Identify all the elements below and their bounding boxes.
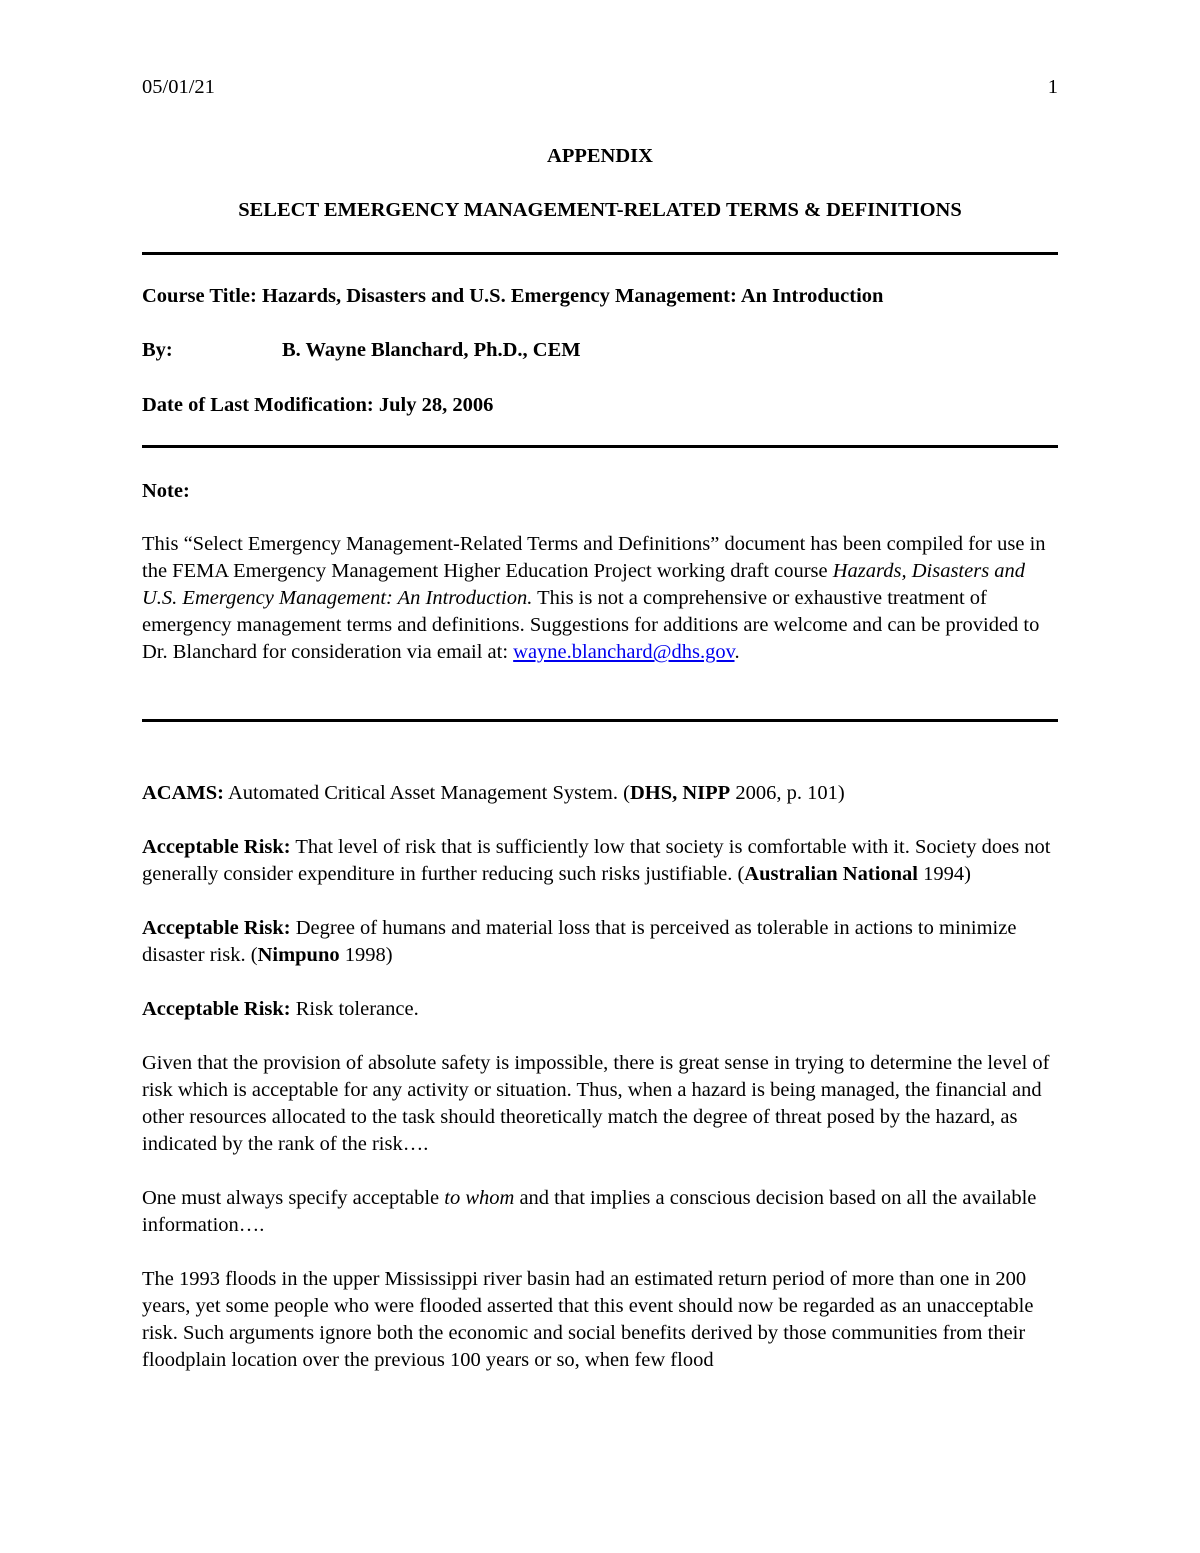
citation: 1994) xyxy=(917,863,971,885)
definitions-list xyxy=(142,780,1058,1401)
page-header xyxy=(142,74,1058,102)
author-value: B. Wayne Blanchard, Ph.D., CEM xyxy=(282,339,581,361)
appendix-title: APPENDIX xyxy=(547,145,653,167)
modification-date-line xyxy=(142,392,1058,419)
modification-date-value: July 28, 2006 xyxy=(378,394,494,416)
citation: 2006, p. 101) xyxy=(730,782,845,804)
quote-paragraph: Given that the provision of absolute safety is impossible, there is great sense in trying to determine the level of risk which is acceptable for any activity or situation. Thus, when a hazard is being managed, the financial and other resources allocated to the task should theoretically match the degree of threat posed by the hazard, as indicated by the rank of the risk…. xyxy=(142,1052,1050,1155)
definition-entry-acceptable-risk xyxy=(142,834,1058,888)
modification-date-label: Date of Last Modification: xyxy=(142,394,374,416)
course-title-label: Course Title: xyxy=(142,285,257,307)
definition-text: Risk tolerance. xyxy=(290,998,419,1020)
quote-paragraph: The 1993 floods in the upper Mississippi river basin had an estimated return period of more than one in 200 years, yet some people who were flooded asserted that this event should now be regarded as an unacceptable risk. Such arguments ignore both the economic and social benefits derived by those communities from their floodplain location over the previous 100 years or so, when few flood xyxy=(142,1268,1034,1371)
horizontal-rule xyxy=(142,252,1058,255)
header-date: 05/01/21 xyxy=(142,76,215,98)
term: Acceptable Risk: xyxy=(142,998,291,1020)
definition-text: Automated Critical Asset Management System. ( xyxy=(224,782,630,804)
horizontal-rule xyxy=(142,445,1058,448)
page-number: 1 xyxy=(1047,76,1058,98)
term: Acceptable Risk: xyxy=(142,836,291,858)
definition-text: That level of risk that is sufficiently low that society is comfortable with it. Society does not generally consider expenditure in further reducing such risks justifiable. ( xyxy=(142,836,1051,885)
source-name: DHS, NIPP xyxy=(629,782,731,804)
note-text: . xyxy=(734,641,740,663)
quote-emphasis: to whom xyxy=(444,1187,515,1209)
quote-text: and that implies a conscious decision based on all the available information…. xyxy=(142,1187,1037,1236)
source-name: Australian National xyxy=(744,863,918,885)
course-title-value: Hazards, Disasters and U.S. Emergency Management: An Introduction xyxy=(261,285,884,307)
document-page xyxy=(142,0,1058,1553)
note-body xyxy=(142,531,1058,666)
note-label: Note: xyxy=(142,480,190,502)
definition-entry-acceptable-risk xyxy=(142,915,1058,969)
source-name: Nimpuno xyxy=(257,944,340,966)
note-text: This is not a comprehensive or exhaustive treatment of emergency management terms and definitions. Suggestions for additions are welcome and can be provided to Dr. Blanchard for consideration via email at: xyxy=(142,587,1040,663)
term: Acceptable Risk: xyxy=(142,917,291,939)
note-text: This “Select Emergency Management-Related Terms and Definitions” document has been compiled for use in the FEMA Emergency Management Higher Education Project working draft course xyxy=(142,533,1046,582)
definition-entry-acams xyxy=(142,780,1058,807)
quote-text: One must always specify acceptable xyxy=(142,1187,445,1209)
note-course-name: Hazards, Disasters and U.S. Emergency Management: An Introduction. xyxy=(142,560,1026,609)
definition-entry-acceptable-risk xyxy=(142,996,1058,1023)
citation: 1998) xyxy=(339,944,393,966)
document-subtitle: SELECT EMERGENCY MANAGEMENT-RELATED TERMS & DEFINITIONS xyxy=(238,199,962,221)
quote-paragraph xyxy=(142,1185,1058,1239)
author-line xyxy=(142,337,1058,364)
author-label: By: xyxy=(142,339,173,361)
course-title-line xyxy=(142,283,1058,310)
horizontal-rule xyxy=(142,719,1058,722)
term: ACAMS: xyxy=(142,782,224,804)
note-paragraph xyxy=(142,531,1058,666)
email-link[interactable]: wayne.blanchard@dhs.gov xyxy=(513,641,735,663)
definition-text: Degree of humans and material loss that is perceived as tolerable in actions to minimize disaster risk. ( xyxy=(142,917,1017,966)
